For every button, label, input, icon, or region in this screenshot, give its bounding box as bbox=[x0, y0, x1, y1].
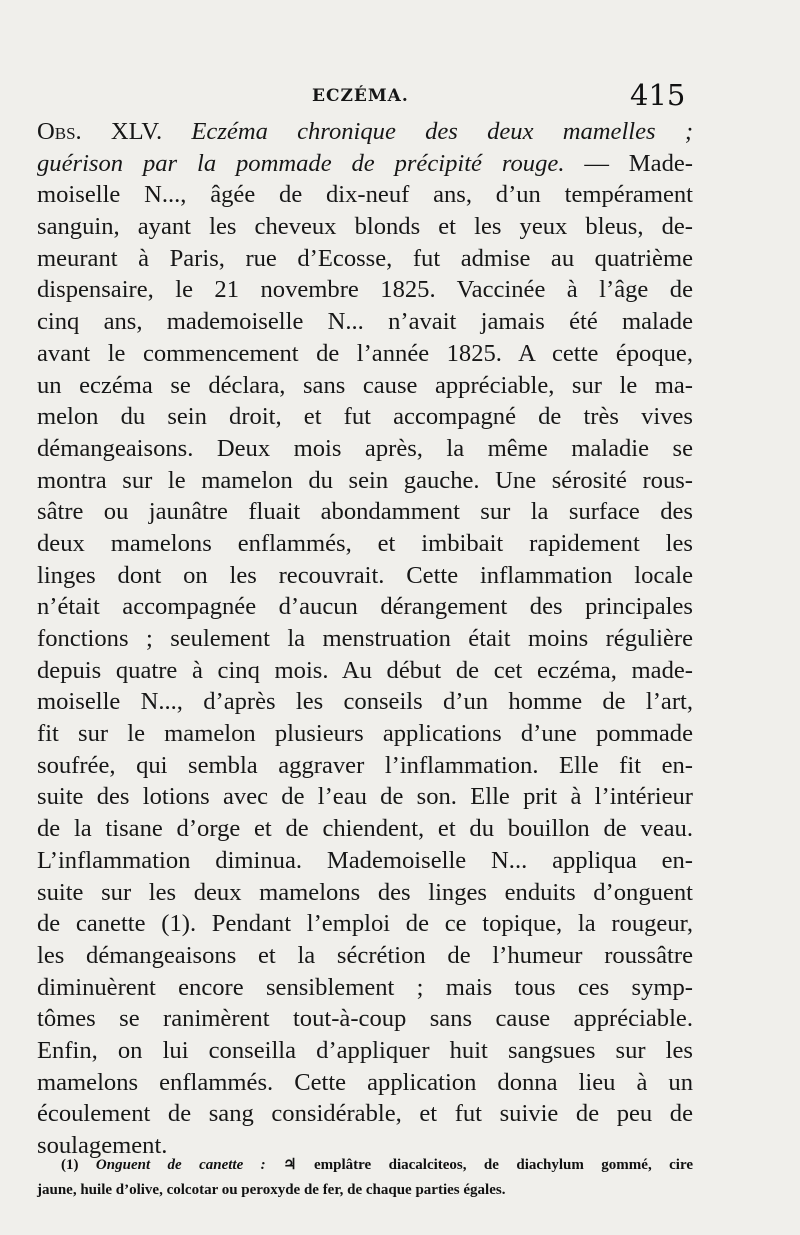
text-segment: melon du sein droit, et fut accompagné de très vives bbox=[37, 403, 693, 431]
text-segment: L’inflammation diminua. Mademoiselle N... appliqua en- bbox=[37, 846, 693, 874]
text-line bbox=[37, 528, 693, 560]
text-segment: Obs. XLV. bbox=[37, 118, 163, 145]
text-line bbox=[37, 591, 693, 623]
text-line bbox=[37, 972, 693, 1004]
text-line bbox=[37, 1003, 693, 1035]
text-line bbox=[37, 750, 693, 782]
text-segment: montra sur le mamelon du sein gauche. Une sérosité rous- bbox=[37, 466, 693, 494]
text-segment: Onguent de canette : bbox=[95, 1157, 266, 1173]
text-segment: sanguin, ayant les cheveux blonds et les yeux bleus, de- bbox=[37, 213, 693, 241]
text-segment: n’était accompagnée d’aucun dérangement des principales bbox=[37, 593, 693, 621]
text-segment: jaune, huile d’olive, colcotar ou peroxyde de fer, de chaque parties égales. bbox=[37, 1182, 506, 1198]
text-line bbox=[37, 465, 693, 497]
text-line bbox=[37, 433, 693, 465]
text-line bbox=[37, 623, 693, 655]
text-line bbox=[37, 370, 693, 402]
text-segment: guérison par la pommade de précipité rouge. bbox=[37, 149, 565, 177]
text-line bbox=[37, 116, 693, 148]
text-segment: mamelons enflammés. Cette application donna lieu à un bbox=[37, 1068, 693, 1096]
text-segment: tômes se ranimèrent tout-à-coup sans cause appréciable. bbox=[37, 1005, 693, 1033]
text-line bbox=[37, 813, 693, 845]
text-line bbox=[37, 655, 693, 687]
text-line bbox=[37, 401, 693, 433]
text-segment: suite sur les deux mamelons des linges enduits d’onguent bbox=[37, 878, 693, 906]
text-segment: avant le commencement de l’année 1825. A cette époque, bbox=[37, 339, 693, 367]
text-segment: ♃ emplâtre diacalciteos, de diachylum gommé, cire bbox=[265, 1157, 693, 1173]
text-segment: de la tisane d’orge et de chiendent, et du bouillon de veau. bbox=[37, 815, 693, 843]
text-segment: soufrée, qui sembla aggraver l’inflammation. Elle fit en- bbox=[37, 751, 693, 779]
text-line bbox=[37, 179, 693, 211]
footnote-line bbox=[37, 1153, 693, 1178]
text-line bbox=[37, 560, 693, 592]
text-segment: cinq ans, mademoiselle N... n’avait jamais été malade bbox=[37, 308, 693, 336]
text-segment: dispensaire, le 21 novembre 1825. Vaccinée à l’âge de bbox=[37, 276, 693, 304]
text-line bbox=[37, 845, 693, 877]
text-line bbox=[37, 338, 693, 370]
text-line bbox=[37, 274, 693, 306]
text-segment: suite des lotions avec de l’eau de son. Elle prit à l’intérieur bbox=[37, 783, 693, 811]
text-line bbox=[37, 496, 693, 528]
text-segment: diminuèrent encore sensiblement ; mais tous ces symp- bbox=[37, 973, 693, 1001]
text-segment: depuis quatre à cinq mois. Au début de cet eczéma, made- bbox=[37, 656, 693, 684]
footnote-line bbox=[37, 1178, 693, 1203]
text-line bbox=[37, 781, 693, 813]
running-title: ECZÉMA. bbox=[312, 86, 409, 106]
text-line bbox=[37, 306, 693, 338]
text-line bbox=[37, 148, 693, 180]
text-line bbox=[37, 877, 693, 909]
text-segment: un eczéma se déclara, sans cause appréciable, sur le ma- bbox=[37, 371, 693, 399]
text-line bbox=[37, 211, 693, 243]
text-segment: de canette (1). Pendant l’emploi de ce topique, la rougeur, bbox=[37, 910, 693, 938]
footnote bbox=[37, 1153, 693, 1203]
text-line bbox=[37, 908, 693, 940]
text-segment: soulagement. bbox=[37, 1132, 168, 1159]
text-line bbox=[37, 1035, 693, 1067]
text-segment: sâtre ou jaunâtre fluait abondamment sur la surface des bbox=[37, 498, 693, 526]
page-header bbox=[0, 78, 800, 118]
text-segment: moiselle N..., âgée de dix-neuf ans, d’un tempérament bbox=[37, 181, 693, 209]
text-segment: Eczéma chronique des deux mamelles ; bbox=[162, 118, 694, 145]
body-text bbox=[37, 116, 693, 1162]
text-line bbox=[37, 940, 693, 972]
text-segment: écoulement de sang considérable, et fut suivie de peu de bbox=[37, 1100, 693, 1128]
text-segment: les démangeaisons et la sécrétion de l’humeur roussâtre bbox=[37, 941, 693, 969]
text-segment: Enfin, on lui conseilla d’appliquer huit sangsues sur les bbox=[37, 1036, 693, 1064]
text-segment: deux mamelons enflammés, et imbibait rapidement les bbox=[37, 529, 693, 557]
text-segment: fonctions ; seulement la menstruation était moins régulière bbox=[37, 625, 693, 652]
text-segment: démangeaisons. Deux mois après, la même maladie se bbox=[37, 434, 693, 462]
text-line bbox=[37, 1067, 693, 1099]
text-line bbox=[37, 718, 693, 750]
text-line bbox=[37, 243, 693, 275]
text-segment: (1) bbox=[61, 1157, 96, 1173]
text-line bbox=[37, 1098, 693, 1130]
page-number: 415 bbox=[630, 78, 686, 112]
text-segment: linges dont on les recouvrait. Cette inflammation locale bbox=[37, 561, 693, 589]
text-segment: — Made- bbox=[564, 149, 693, 177]
text-segment: moiselle N..., d’après les conseils d’un homme de l’art, bbox=[37, 688, 693, 716]
text-segment: fit sur le mamelon plusieurs applications d’une pommade bbox=[37, 720, 693, 748]
text-line bbox=[37, 686, 693, 718]
text-segment: meurant à Paris, rue d’Ecosse, fut admise au quatrième bbox=[37, 244, 693, 272]
